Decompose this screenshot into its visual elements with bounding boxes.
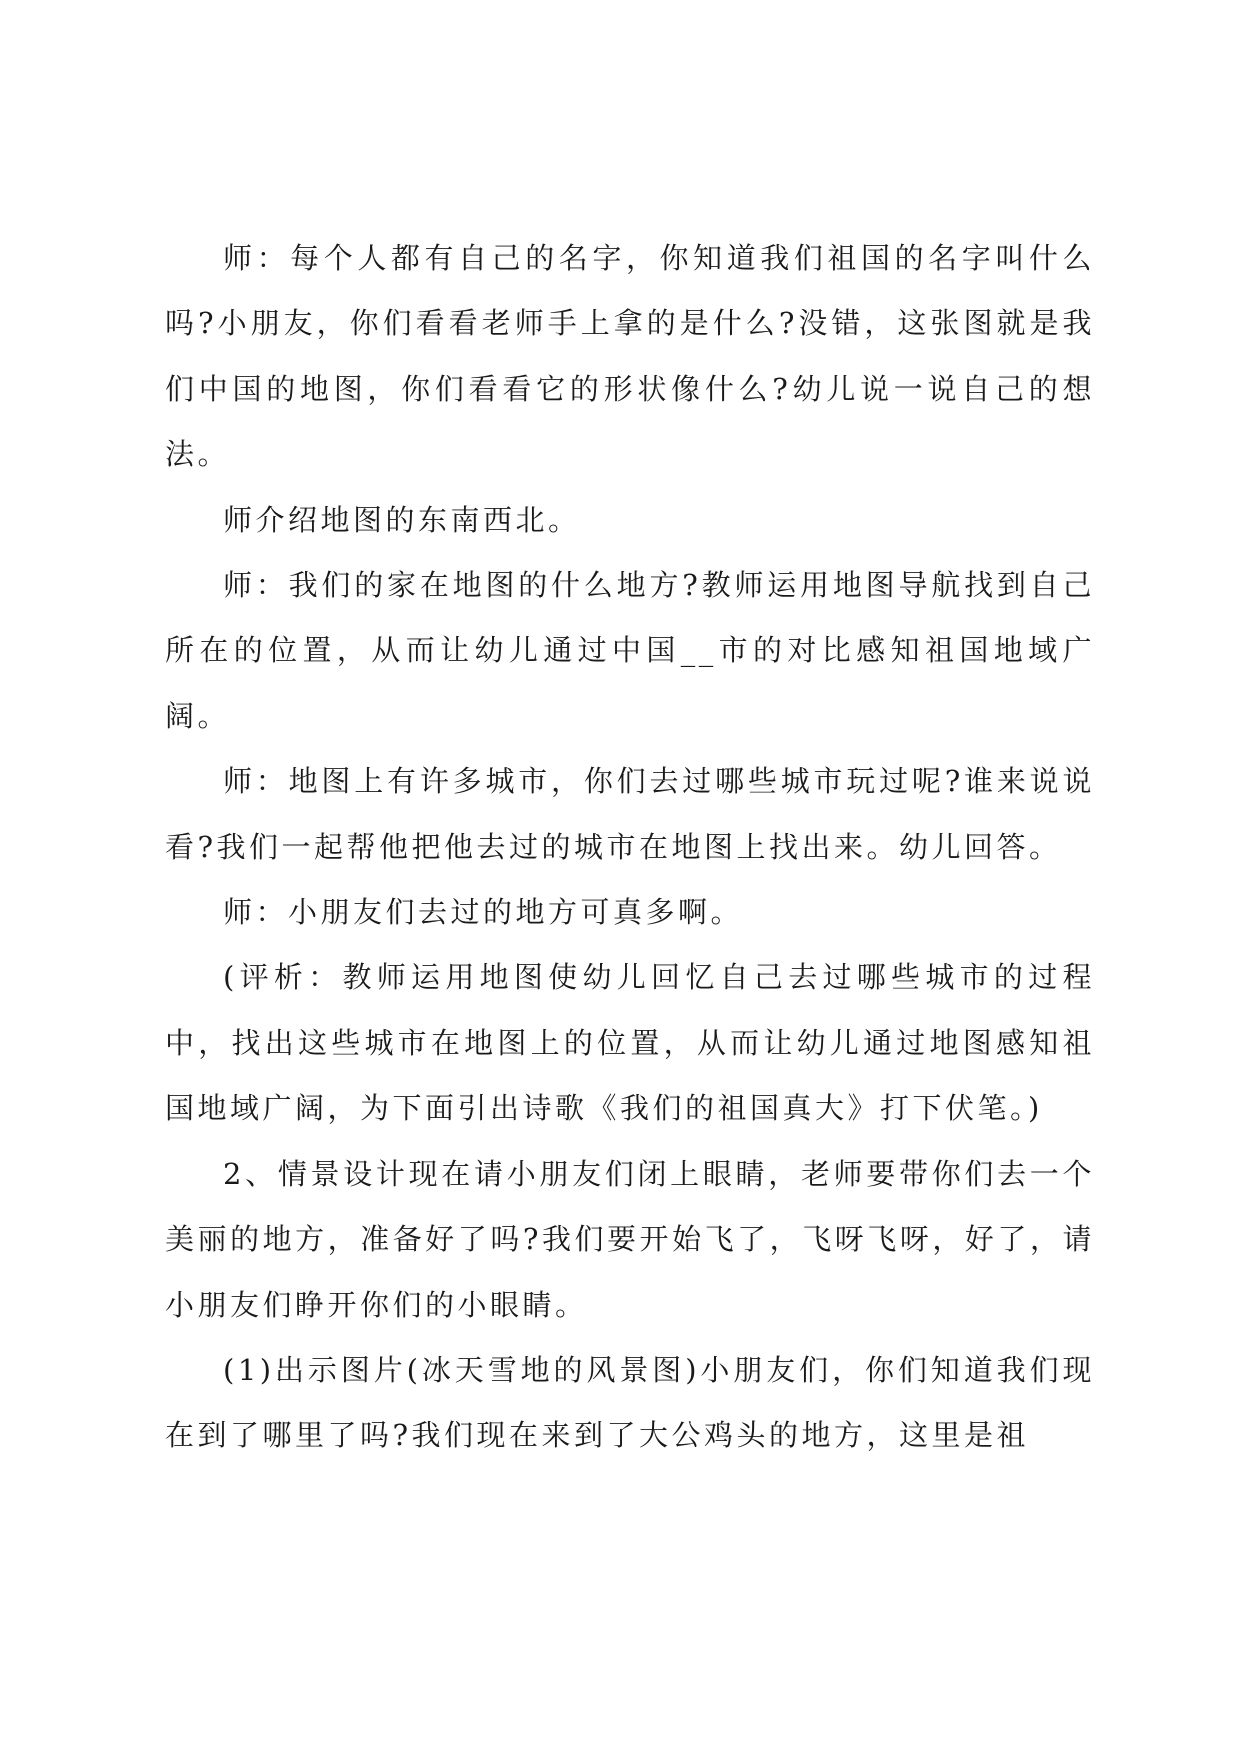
paragraph-analysis-note: (评析：教师运用地图使幼儿回忆自己去过哪些城市的过程中，找出这些城市在地图上的位置，从而让幼儿通过地图感知祖国地域广阔，为下面引出诗歌《我们的祖国真大》打下伏笔。) bbox=[165, 960, 1095, 1126]
document-body bbox=[165, 226, 1095, 1469]
paragraph-show-picture: (1)出示图片(冰天雪地的风景图)小朋友们，你们知道我们现在到了哪里了吗?我们现在来到了大公鸡头的地方，这里是祖 bbox=[165, 1352, 1095, 1453]
paragraph-country-name: 师：每个人都有自己的名字，你知道我们祖国的名字叫什么吗?小朋友，你们看看老师手上拿的是什么?没错，这张图就是我们中国的地图，你们看看它的形状像什么?幼儿说一说自己的想法。 bbox=[165, 241, 1095, 472]
paragraph-map-directions: 师介绍地图的东南西北。 bbox=[223, 502, 581, 537]
paragraph-many-places: 师：小朋友们去过的地方可真多啊。 bbox=[223, 895, 744, 930]
paragraph-home-location: 师：我们的家在地图的什么地方?教师运用地图导航找到自己所在的位置，从而让幼儿通过中国__市的对比感知祖国地域广阔。 bbox=[165, 568, 1095, 733]
paragraph-scenario-design: 2、情景设计现在请小朋友们闭上眼睛，老师要带你们去一个美丽的地方，准备好了吗?我们要开始飞了，飞呀飞呀，好了，请小朋友们睁开你们的小眼睛。 bbox=[165, 1156, 1095, 1322]
paragraph-cities-visited: 师：地图上有许多城市，你们去过哪些城市玩过呢?谁来说说看?我们一起帮他把他去过的城市在地图上找出来。幼儿回答。 bbox=[165, 764, 1095, 864]
